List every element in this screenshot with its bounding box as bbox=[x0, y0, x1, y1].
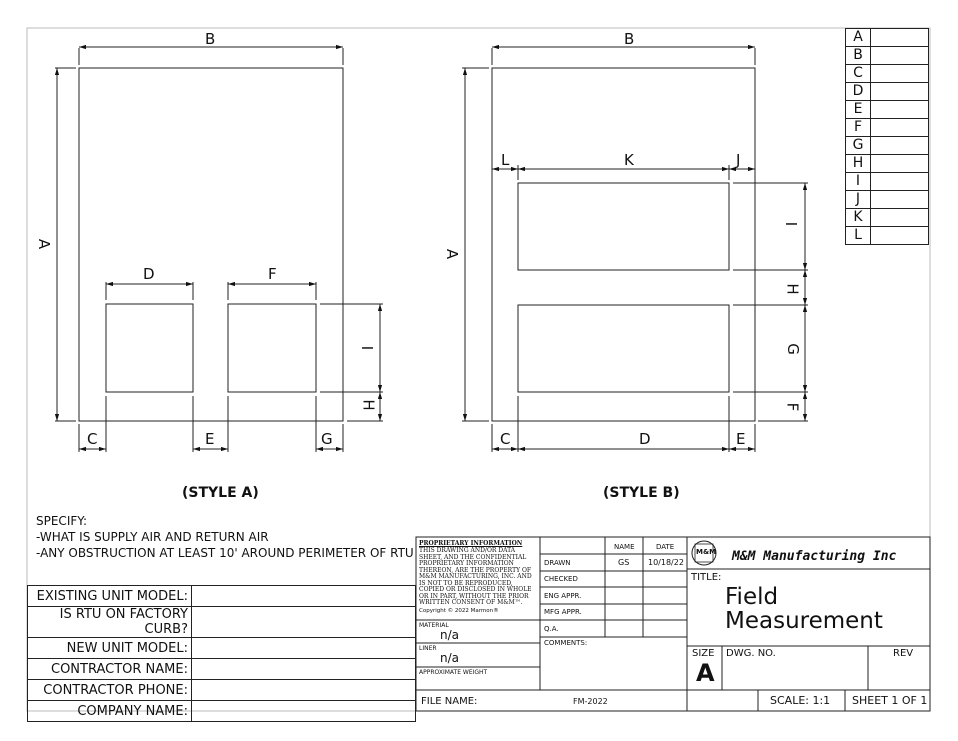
style-b-opening-bottom bbox=[518, 305, 729, 392]
dim-label-b: B bbox=[205, 30, 216, 48]
dimension-letter: K bbox=[846, 209, 871, 227]
dim-label-i: I bbox=[358, 345, 377, 351]
style-b-outline bbox=[492, 68, 755, 421]
dimension-row bbox=[846, 119, 929, 137]
weight-label: APPROXIMATE WEIGHT bbox=[419, 669, 488, 676]
dimension-value-cell[interactable] bbox=[871, 227, 929, 245]
dimension-letter: F bbox=[846, 119, 871, 137]
drawn-name: GS bbox=[618, 558, 630, 567]
comments-label: COMMENTS: bbox=[544, 639, 588, 647]
dimension-row bbox=[846, 47, 929, 65]
dimension-row bbox=[846, 65, 929, 83]
specify-line-2: -ANY OBSTRUCTION AT LEAST 10' AROUND PERIMETER OF RTU bbox=[36, 546, 414, 560]
company-name: M&M Manufacturing Inc bbox=[732, 549, 897, 564]
field-label: CONTRACTOR PHONE: bbox=[28, 680, 192, 701]
drawing-title-line-1: Field bbox=[725, 584, 779, 610]
dimension-letter: I bbox=[846, 173, 871, 191]
field-row bbox=[28, 586, 416, 607]
dim-label-h2: H bbox=[783, 283, 802, 295]
file-name-value: FM-2022 bbox=[573, 697, 608, 706]
field-label: CONTRACTOR NAME: bbox=[28, 659, 192, 680]
drawn-label: DRAWN bbox=[544, 559, 571, 567]
dimension-value-cell[interactable] bbox=[871, 83, 929, 101]
eng-appr-label: ENG APPR. bbox=[544, 592, 582, 600]
field-value-cell[interactable] bbox=[192, 586, 416, 607]
date-header: DATE bbox=[656, 543, 675, 551]
dim-label-g: G bbox=[321, 430, 333, 448]
size-value: A bbox=[696, 659, 715, 687]
dimension-value-cell[interactable] bbox=[871, 173, 929, 191]
dimension-value-cell[interactable] bbox=[871, 119, 929, 137]
dim-label-h: H bbox=[359, 399, 378, 411]
dimension-value-cell[interactable] bbox=[871, 29, 929, 47]
material-value: n/a bbox=[440, 628, 460, 642]
mfg-appr-label: MFG APPR. bbox=[544, 608, 582, 616]
field-row bbox=[28, 659, 416, 680]
logo-letters: M&M bbox=[696, 548, 717, 556]
dim-label-i2: I bbox=[782, 221, 801, 227]
dim-label-e: E bbox=[205, 430, 215, 448]
liner-label: LINER bbox=[419, 645, 437, 652]
dimension-value-cell[interactable] bbox=[871, 155, 929, 173]
style-a-opening-right bbox=[228, 304, 316, 392]
dim-label-a2: A bbox=[443, 248, 462, 260]
dim-label-d2: D bbox=[639, 430, 651, 448]
field-label: IS RTU ON FACTORY CURB? bbox=[28, 607, 192, 638]
dimension-letter: L bbox=[846, 227, 871, 245]
dim-label-b2: B bbox=[624, 30, 635, 48]
dimension-letter: G bbox=[846, 137, 871, 155]
dimension-letter: C bbox=[846, 65, 871, 83]
style-a-caption: (STYLE A) bbox=[182, 485, 259, 501]
name-header: NAME bbox=[614, 543, 635, 551]
file-name-label: FILE NAME: bbox=[421, 696, 478, 707]
dimension-row bbox=[846, 137, 929, 155]
dimension-value-cell[interactable] bbox=[871, 137, 929, 155]
dimension-row bbox=[846, 209, 929, 227]
dim-label-f: F bbox=[268, 265, 277, 283]
dimension-value-cell[interactable] bbox=[871, 65, 929, 83]
checked-label: CHECKED bbox=[544, 575, 578, 583]
dim-label-c: C bbox=[87, 430, 98, 448]
dimension-table bbox=[845, 28, 929, 245]
style-b-opening-top bbox=[518, 183, 729, 270]
field-value-cell[interactable] bbox=[192, 659, 416, 680]
field-label: NEW UNIT MODEL: bbox=[28, 638, 192, 659]
scale-text: SCALE: 1:1 bbox=[770, 694, 831, 707]
proprietary-heading: PROPRIETARY INFORMATION bbox=[419, 540, 523, 547]
dimension-letter: B bbox=[846, 47, 871, 65]
dimension-row bbox=[846, 101, 929, 119]
dim-label-d: D bbox=[143, 265, 155, 283]
material-label: MATERIAL bbox=[419, 622, 449, 629]
dwg-no-label: DWG. NO. bbox=[726, 648, 776, 659]
field-value-cell[interactable] bbox=[192, 680, 416, 701]
liner-value: n/a bbox=[440, 651, 460, 665]
specify-line-1: -WHAT IS SUPPLY AIR AND RETURN AIR bbox=[36, 530, 269, 544]
dim-label-a: A bbox=[35, 238, 54, 250]
dim-label-k: K bbox=[624, 151, 634, 169]
specify-heading: SPECIFY: bbox=[36, 514, 88, 528]
dimension-letter: J bbox=[846, 191, 871, 209]
dim-label-g2: G bbox=[783, 343, 802, 355]
dimension-letter: D bbox=[846, 83, 871, 101]
style-b-drawing bbox=[462, 47, 808, 452]
dimension-row bbox=[846, 227, 929, 245]
dim-label-c2: C bbox=[500, 430, 511, 448]
field-value-cell[interactable] bbox=[192, 701, 416, 722]
dimension-row bbox=[846, 173, 929, 191]
dimension-letter: E bbox=[846, 101, 871, 119]
field-row bbox=[28, 701, 416, 722]
rev-label: REV bbox=[893, 648, 914, 659]
field-value-cell[interactable] bbox=[192, 638, 416, 659]
dim-label-f2: F bbox=[783, 402, 802, 412]
field-row bbox=[28, 638, 416, 659]
style-a-outline bbox=[79, 68, 343, 421]
field-row bbox=[28, 680, 416, 701]
field-label: COMPANY NAME: bbox=[28, 701, 192, 722]
style-b-caption: (STYLE B) bbox=[603, 485, 680, 501]
dim-label-j: J bbox=[736, 151, 741, 169]
dimension-row bbox=[846, 155, 929, 173]
style-a-opening-left bbox=[106, 304, 193, 392]
sheet-text: SHEET 1 OF 1 bbox=[852, 694, 928, 707]
dimension-value-cell[interactable] bbox=[871, 47, 929, 65]
dimension-letter: A bbox=[846, 29, 871, 47]
field-info-table bbox=[27, 585, 416, 722]
style-a-drawing bbox=[55, 47, 383, 452]
size-label: SIZE bbox=[692, 648, 715, 659]
dimension-row bbox=[846, 191, 929, 209]
dimension-letter: H bbox=[846, 155, 871, 173]
field-row bbox=[28, 607, 416, 638]
drawn-date: 10/18/22 bbox=[648, 558, 684, 567]
field-value-cell[interactable] bbox=[192, 607, 416, 638]
copyright-text: Copyright © 2022 Marmon® bbox=[419, 608, 499, 614]
dimension-value-cell[interactable] bbox=[871, 101, 929, 119]
qa-label: Q.A. bbox=[544, 625, 559, 633]
drawing-title-line-2: Measurement bbox=[725, 608, 883, 634]
dimension-row bbox=[846, 83, 929, 101]
dimension-value-cell[interactable] bbox=[871, 209, 929, 227]
dim-label-e2: E bbox=[736, 430, 746, 448]
proprietary-text: THIS DRAWING AND/OR DATA SHEET, AND THE CONFIDENTIAL PROPRIETARY INFORMATION THEREON, ARE THE PROPERTY OF M&M MANUFACTURING, INC. AND IS NOT TO BE REPRODUCED, COPIED OR DISCLOSED IN WHOLE OR IN PART, WITHOUT THE PRIOR WRITTEN CONSENT OF M&M™. bbox=[419, 547, 532, 606]
title-label: TITLE: bbox=[691, 572, 722, 583]
field-label: EXISTING UNIT MODEL: bbox=[28, 586, 192, 607]
dimension-row bbox=[846, 29, 929, 47]
dimension-value-cell[interactable] bbox=[871, 191, 929, 209]
dim-label-l: L bbox=[501, 151, 510, 169]
